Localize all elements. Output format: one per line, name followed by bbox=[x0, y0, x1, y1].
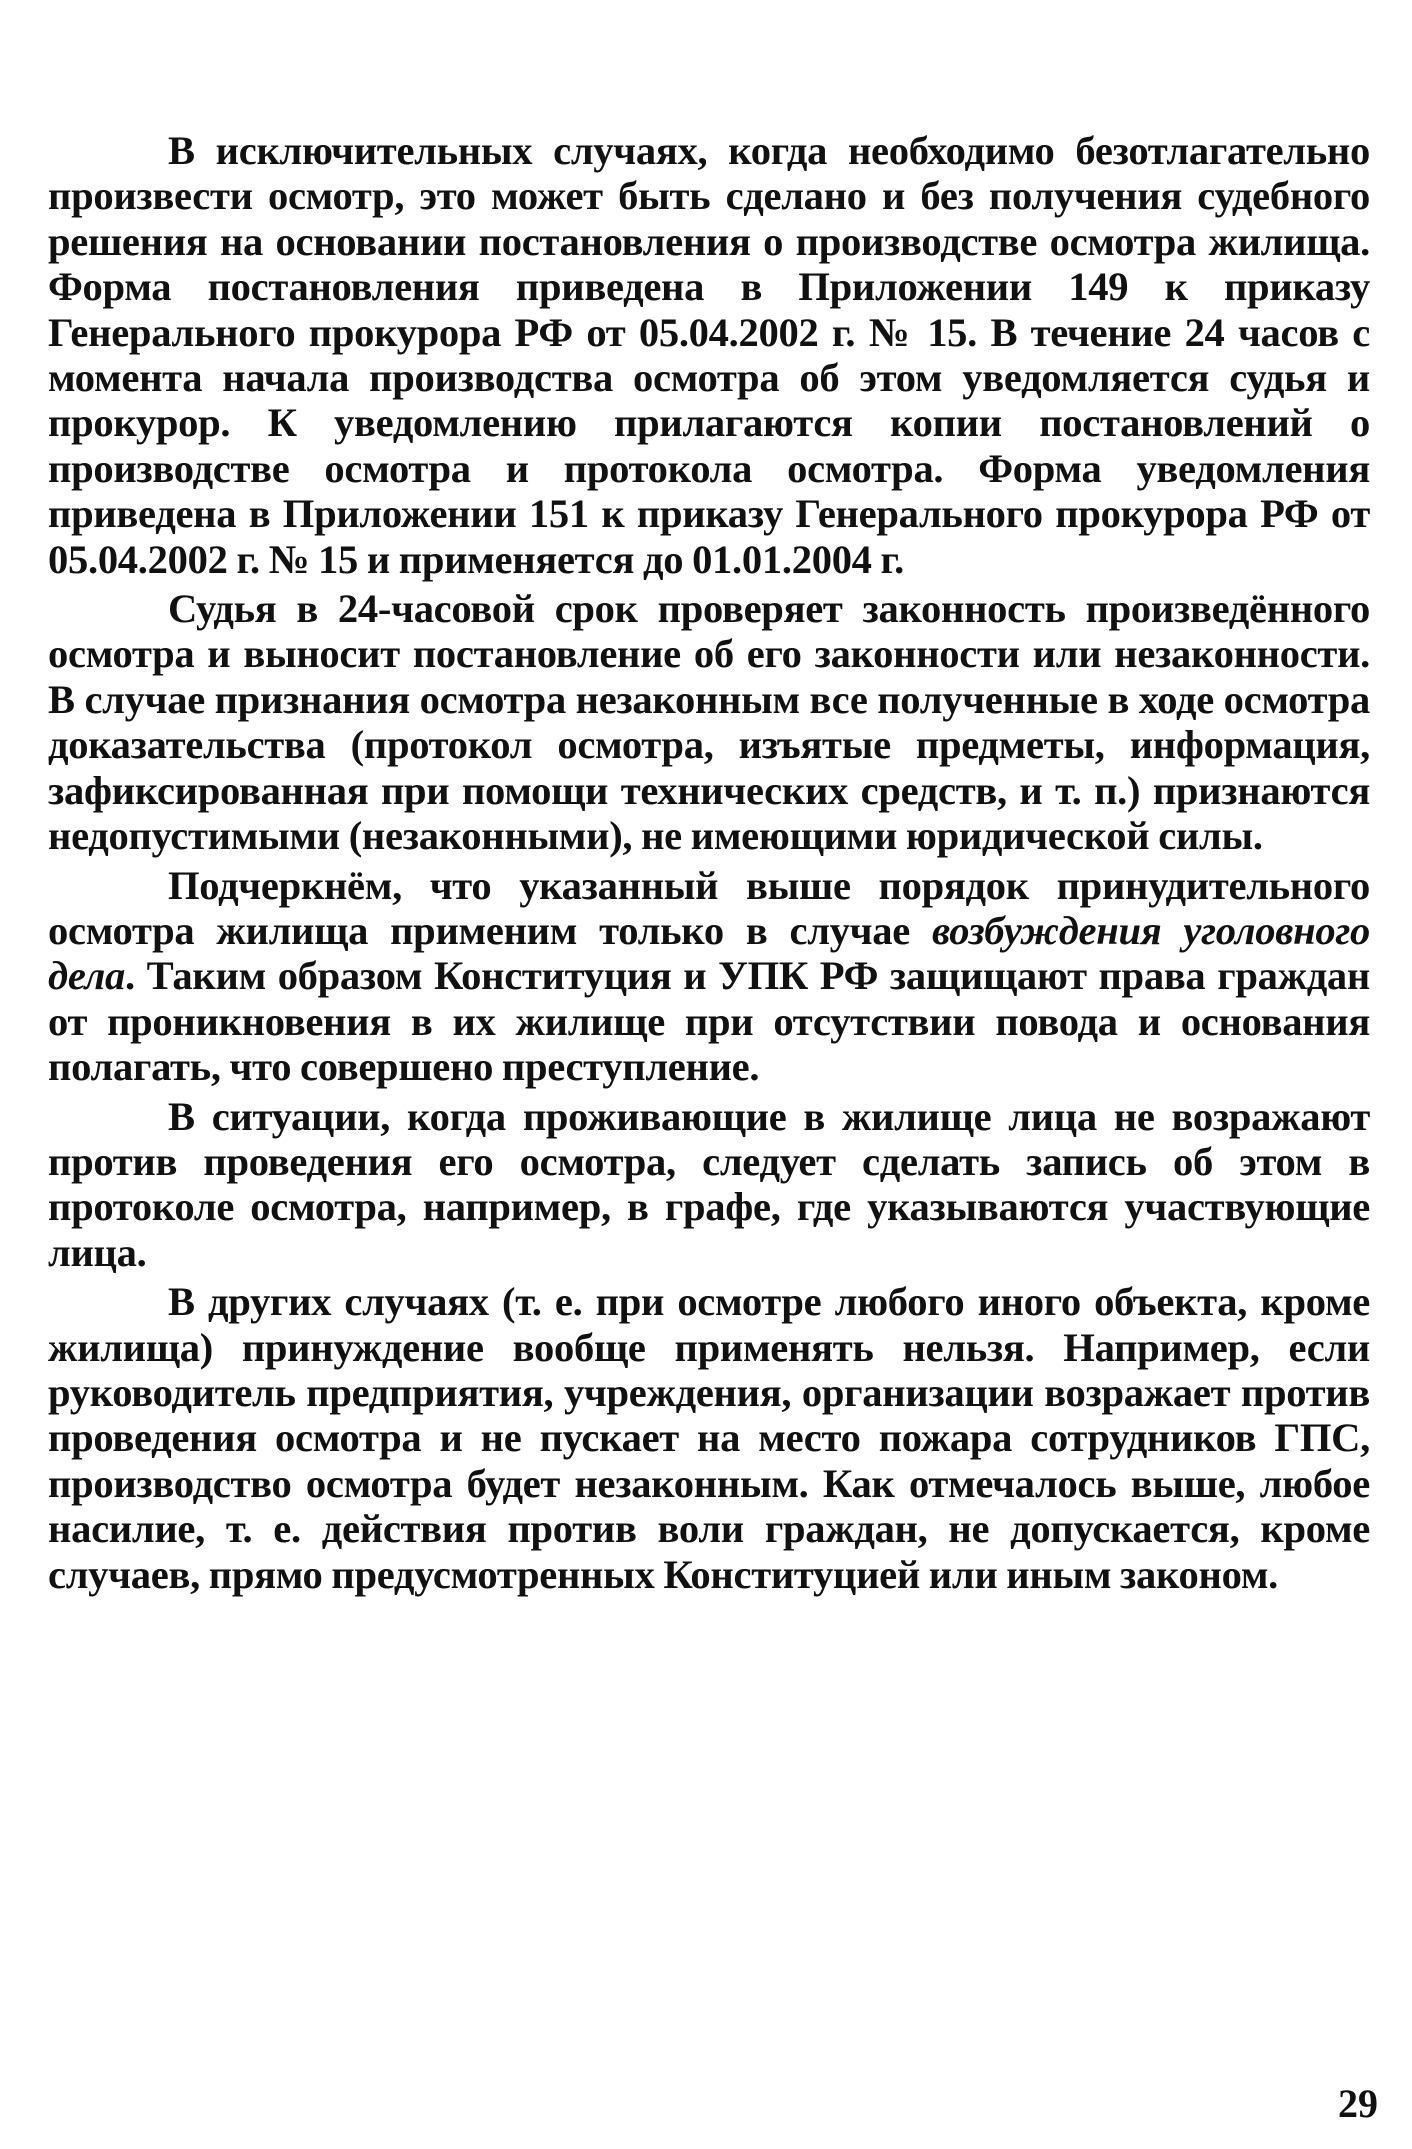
emphasized-term: возбуждения уголовного дела bbox=[48, 907, 1370, 999]
paragraph-1: В исключительных случаях, когда необходимо безотлагательно произвести осмотр, это может быть сделано и без получения судебного решения на основании постановления о производстве осмотра жилища. Форма постановления приведена в Приложении 149 к приказу Генерального прокурора РФ от 05.04.2002 г. № 15. В течение 24 часов с момента начала производства осмотра об этом уведомляется судья и прокурор. К уведомлению прилагаются копии постановлений о производстве осмотра и протокола осмотра. Форма уведомления приведена в Приложении 151 к приказу Генерального прокурора РФ от 05.04.2002 г. № 15 и применяется до 01.01.2004 г. bbox=[48, 128, 1370, 582]
page-body bbox=[48, 128, 1370, 1597]
paragraph-3 bbox=[48, 863, 1370, 1090]
paragraph-3-start: Подчеркнём, что указанный выше порядок принудительного осмотра жилища применим только в случае bbox=[48, 862, 1370, 953]
paragraph-3-end: . Таким образом Конституция и УПК РФ защищают права граждан от проникновения в их жилище при отсутствии повода и основания полагать, что совершено преступление. bbox=[48, 953, 1370, 1090]
paragraph-5: В других случаях (т. е. при осмотре любого иного объекта, кроме жилища) принуждение вообще применять нельзя. Например, если руководитель предприятия, учреждения, организации возражает против проведения осмотра и не пускает на место пожара сотрудников ГПС, производство осмотра будет незаконным. Как отмечалось выше, любое насилие, т. е. действия против воли граждан, не допускается, кроме случаев, прямо предусмотренных Конституцией или иным законом. bbox=[48, 1279, 1370, 1597]
paragraph-2: Судья в 24-часовой срок проверяет законность произведённого осмотра и выносит постановление об его законности или незаконности. В случае признания осмотра незаконным все полученные в ходе осмотра доказательства (протокол осмотра, изъятые предметы, информация, зафиксированная при помощи технических средств, и т. п.) признаются недопустимыми (незаконными), не имеющими юридической силы. bbox=[48, 586, 1370, 859]
paragraph-4: В ситуации, когда проживающие в жилище лица не возражают против проведения его осмотра, следует сделать запись об этом в протоколе осмотра, например, в графе, где указываются участвующие лица. bbox=[48, 1093, 1370, 1275]
page-number: 29 bbox=[1338, 2081, 1378, 2126]
